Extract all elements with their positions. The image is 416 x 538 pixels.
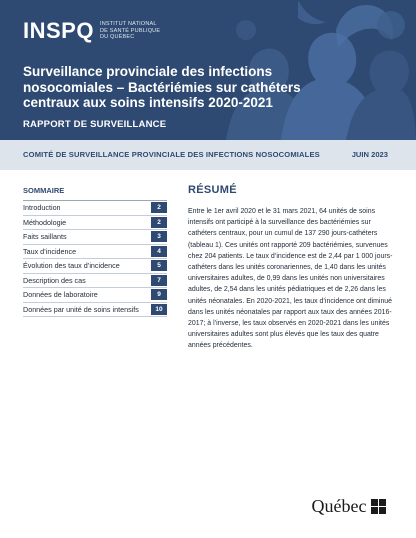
toc-item-introduction[interactable] (23, 201, 167, 216)
quebec-logo (312, 496, 386, 517)
toc-page-number: 3 (151, 231, 167, 242)
summary-section (188, 184, 400, 352)
logo-subtitle-line: INSTITUT NATIONAL (99, 21, 157, 28)
toc-item-label: Évolution des taux d’incidence (23, 261, 120, 271)
toc-item-evolution-taux[interactable] (23, 259, 167, 274)
logo-subtitle-line: DU QUÉBEC (99, 34, 135, 41)
toc-page-number: 10 (151, 304, 167, 315)
committee-name: COMITÉ DE SURVEILLANCE PROVINCIALE DES INFECTIONS NOSOCOMIALES (23, 150, 320, 159)
toc-item-label: Données par unité de soins intensifs (23, 304, 139, 314)
toc-item-label: Faits saillants (23, 232, 67, 242)
toc-item-label: Données de laboratoire (23, 290, 98, 300)
toc-page-number: 4 (151, 246, 167, 257)
toc-item-methodologie[interactable] (23, 216, 167, 231)
toc-page-number: 2 (151, 202, 167, 213)
toc-item-taux-incidence[interactable] (23, 245, 167, 260)
toc-page-number: 2 (151, 217, 167, 228)
summary-title: RÉSUMÉ (188, 184, 237, 196)
quebec-wordmark: Québec (311, 496, 367, 516)
report-title: Surveillance provinciale des infections nosocomiales – Bactériémies sur cathéters centraux aux soins intensifs 2020-2021 (23, 64, 301, 110)
toc-item-faits-saillants[interactable] (23, 230, 167, 245)
toc-item-label: Description des cas (23, 275, 86, 285)
committee-bar (0, 140, 416, 170)
toc-item-description-cas[interactable] (23, 274, 167, 289)
toc-page-number: 9 (151, 289, 167, 300)
toc-item-label: Introduction (23, 203, 61, 213)
table-of-contents (23, 186, 167, 317)
publication-date: JUIN 2023 (351, 150, 388, 159)
logo-subtitle (100, 21, 160, 41)
toc-item-label: Méthodologie (23, 217, 67, 227)
logo-subtitle-line: DE SANTÉ PUBLIQUE (99, 27, 161, 34)
toc-item-donnees-laboratoire[interactable] (23, 288, 167, 303)
toc-item-donnees-unite[interactable] (23, 303, 167, 318)
toc-page-number: 7 (151, 275, 167, 286)
cover-header (0, 0, 416, 140)
report-type: RAPPORT DE SURVEILLANCE (23, 119, 167, 130)
toc-item-label: Taux d’incidence (23, 246, 77, 256)
toc-page-number: 5 (151, 260, 167, 271)
quebec-fleurdelise-icon (371, 499, 387, 515)
summary-paragraph: Entre le 1er avril 2020 et le 31 mars 2021, 64 unités de soins intensifs ont participé à la surveillance des bactériémies sur cathéters centraux, pour un cumul de 137 290 jours-cathéters (tableau 1). Ces unités ont rapporté 209 bactériémies, survenues chez 204 patients. Le taux d’incidence est de 2,44 par 1 000 jours-cathéters dans les unités coronariennes, de 1,40 dans les unités universitaires adultes, de 0,99 dans les unités non universitaires adultes, de 2,54 dans les unités pédiatriques et de 2,26 dans les unités néonatales. En 2020-2021, les taux d’incidence ont diminué dans les unités néonatales par rapport aux taux des années 2016-2017; à l’inverse, les taux observés en 2020-2021 dans les unités universitaires adultes sont plus élevés que les taux des quatre années précédentes. (188, 208, 393, 350)
toc-title: SOMMAIRE (23, 186, 65, 195)
logo-wordmark: INSPQ (23, 18, 94, 43)
inspq-logo (23, 18, 160, 44)
